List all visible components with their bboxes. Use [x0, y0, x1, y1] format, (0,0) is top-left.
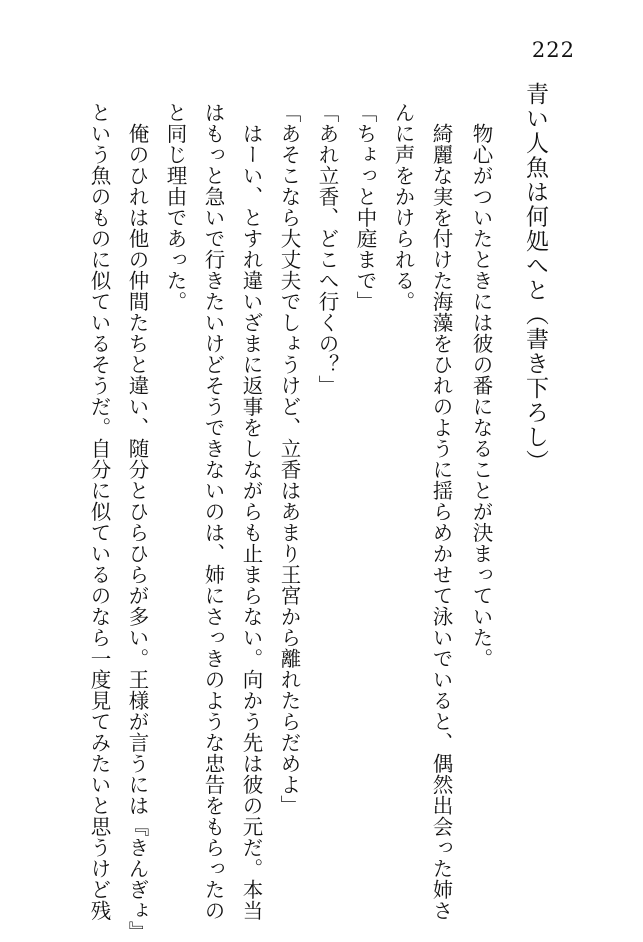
- chapter-title: 青い人魚は何処へと（書き下ろし）: [522, 82, 548, 474]
- text-line: と同じ理由であった。: [163, 102, 187, 312]
- text-line: 俺のひれは他の仲間たちと違い、随分とひらひらが多い。王様が言うには『きんぎょ』: [125, 102, 149, 942]
- text-line: 綺麗な実を付けた海藻をひれのように揺らめかせて泳いでいると、偶然出会った姉さ: [429, 102, 453, 921]
- text-line: んに声をかけられる。: [391, 102, 415, 312]
- text-line: 「あそこなら大丈夫でしょうけど、立香はあまり王宮から離れたらだめよ」: [277, 102, 301, 816]
- text-line: 「あれ立香、どこへ行くの？」: [315, 102, 339, 396]
- text-line: 「ちょっと中庭まで」: [353, 102, 377, 312]
- text-line: 物心がついたときには彼の番になることが決まっていた。: [469, 102, 493, 669]
- text-line: はーい、とすれ違いざまに返事をしながらも止まらない。向かう先は彼の元だ。本当: [239, 102, 263, 921]
- text-line: はもっと急いで行きたいけどそうできないのは、姉にさっきのような忠告をもらったの: [201, 102, 225, 921]
- page-number: 222: [531, 38, 575, 62]
- text-line: という魚のものに似ているそうだ。自分に似ているのなら一度見てみたいと思うけど残: [87, 102, 111, 921]
